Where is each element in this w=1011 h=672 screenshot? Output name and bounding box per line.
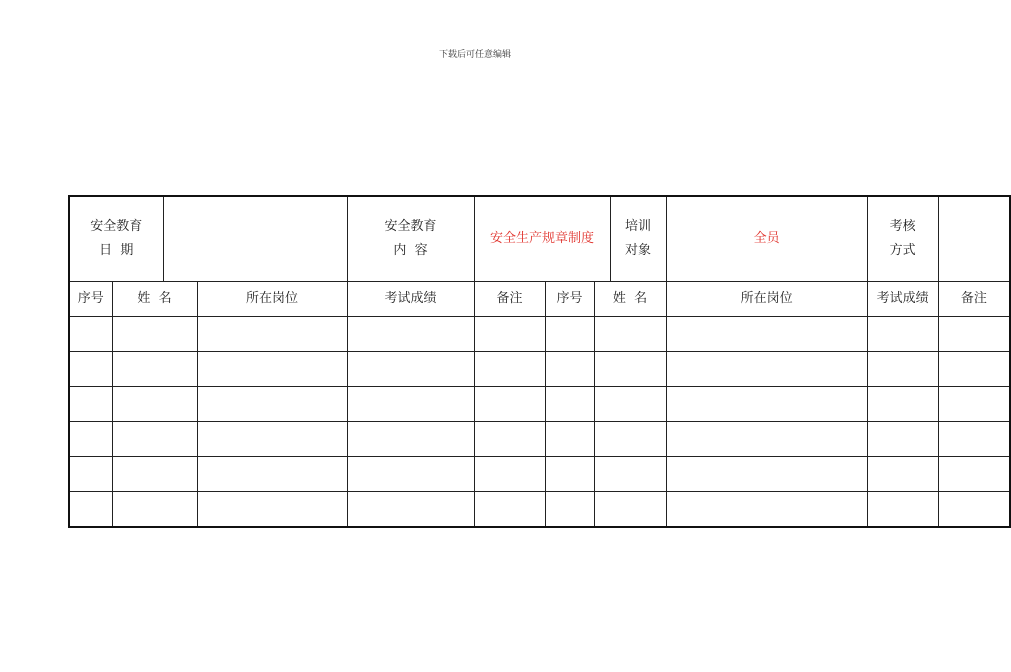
table-row — [69, 422, 1010, 457]
table-cell[interactable] — [474, 387, 545, 422]
education-date-label: 安全教育 日 期 — [69, 196, 163, 282]
table-cell[interactable] — [347, 387, 474, 422]
training-target-value[interactable]: 全员 — [666, 196, 867, 282]
assessment-method-label: 考核 方式 — [867, 196, 938, 282]
table-cell[interactable] — [197, 492, 347, 528]
table-cell[interactable] — [545, 492, 594, 528]
table-cell[interactable] — [938, 422, 1010, 457]
table-cell[interactable] — [197, 387, 347, 422]
table-cell[interactable] — [347, 457, 474, 492]
table-cell[interactable] — [112, 317, 197, 352]
col-header-position: 所在岗位 — [197, 282, 347, 317]
assessment-method-value[interactable] — [938, 196, 1010, 282]
table-cell[interactable] — [197, 457, 347, 492]
table-cell[interactable] — [867, 352, 938, 387]
training-target-label: 培训 对象 — [610, 196, 666, 282]
table-cell[interactable] — [594, 352, 666, 387]
table-body — [69, 317, 1010, 528]
table-cell[interactable] — [867, 387, 938, 422]
table-cell[interactable] — [938, 352, 1010, 387]
table-cell[interactable] — [112, 422, 197, 457]
table-cell[interactable] — [347, 492, 474, 528]
table-cell[interactable] — [666, 422, 867, 457]
col-header-no: 序号 — [69, 282, 112, 317]
table-cell[interactable] — [867, 492, 938, 528]
table-cell[interactable] — [938, 317, 1010, 352]
table-cell[interactable] — [112, 492, 197, 528]
table-row — [69, 387, 1010, 422]
table-cell[interactable] — [112, 387, 197, 422]
table-cell[interactable] — [474, 422, 545, 457]
table-cell[interactable] — [594, 317, 666, 352]
table-cell[interactable] — [69, 492, 112, 528]
table-row — [69, 317, 1010, 352]
table-cell[interactable] — [545, 317, 594, 352]
table-cell[interactable] — [347, 422, 474, 457]
table-cell[interactable] — [197, 352, 347, 387]
table-cell[interactable] — [594, 492, 666, 528]
table-cell[interactable] — [867, 422, 938, 457]
table-cell[interactable] — [69, 352, 112, 387]
table-cell[interactable] — [666, 317, 867, 352]
table-cell[interactable] — [69, 422, 112, 457]
table-cell[interactable] — [69, 317, 112, 352]
education-content-label: 安全教育 内 容 — [347, 196, 474, 282]
table-cell[interactable] — [938, 492, 1010, 528]
table-cell[interactable] — [666, 492, 867, 528]
table-cell[interactable] — [545, 387, 594, 422]
table-row — [69, 492, 1010, 528]
table-cell[interactable] — [112, 457, 197, 492]
table-cell[interactable] — [938, 457, 1010, 492]
page-header-note: 下载后可任意编辑 — [438, 50, 511, 60]
table-cell[interactable] — [545, 422, 594, 457]
col-header-score-2: 考试成绩 — [867, 282, 938, 317]
table-cell[interactable] — [594, 457, 666, 492]
education-content-value[interactable]: 安全生产规章制度 — [474, 196, 610, 282]
table-cell[interactable] — [197, 422, 347, 457]
col-header-no-2: 序号 — [545, 282, 594, 317]
col-header-remark: 备注 — [474, 282, 545, 317]
safety-education-table — [68, 195, 1011, 528]
col-header-remark-2: 备注 — [938, 282, 1010, 317]
column-header-row — [69, 282, 1010, 317]
table-cell[interactable] — [347, 317, 474, 352]
table-cell[interactable] — [666, 352, 867, 387]
education-date-value[interactable] — [163, 196, 347, 282]
col-header-name: 姓 名 — [112, 282, 197, 317]
col-header-name-2: 姓 名 — [594, 282, 666, 317]
col-header-position-2: 所在岗位 — [666, 282, 867, 317]
table-cell[interactable] — [938, 387, 1010, 422]
table-cell[interactable] — [666, 457, 867, 492]
table-row — [69, 457, 1010, 492]
table-cell[interactable] — [594, 422, 666, 457]
table-cell[interactable] — [867, 317, 938, 352]
table-row — [69, 352, 1010, 387]
table-cell[interactable] — [474, 457, 545, 492]
table-cell[interactable] — [474, 352, 545, 387]
table-cell[interactable] — [545, 352, 594, 387]
table-cell[interactable] — [867, 457, 938, 492]
table-cell[interactable] — [197, 317, 347, 352]
table-cell[interactable] — [69, 387, 112, 422]
table-cell[interactable] — [347, 352, 474, 387]
header-row — [69, 196, 1010, 282]
table-cell[interactable] — [545, 457, 594, 492]
table-cell[interactable] — [594, 387, 666, 422]
table-cell[interactable] — [112, 352, 197, 387]
col-header-score: 考试成绩 — [347, 282, 474, 317]
table-cell[interactable] — [474, 492, 545, 528]
table-cell[interactable] — [69, 457, 112, 492]
table-cell[interactable] — [666, 387, 867, 422]
table-cell[interactable] — [474, 317, 545, 352]
